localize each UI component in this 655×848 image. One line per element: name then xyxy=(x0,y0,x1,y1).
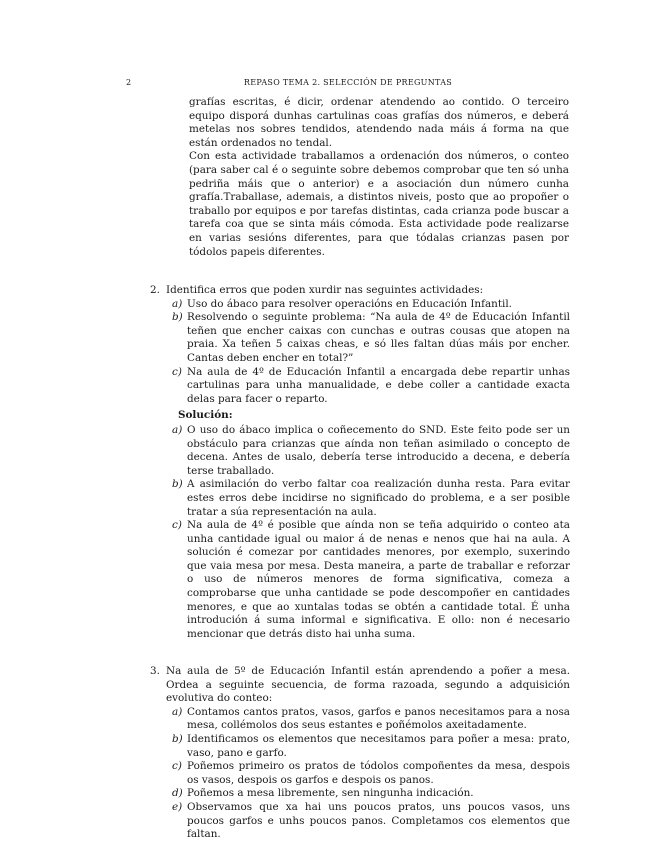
continuation-paragraph-2: Con esta actividade traballamos a ordenación dos números, o conteo (para saber cal é o seguinte sobre debemos comprobar que ten só unha pedriña máis que o anterior) e a asociación dun número cunha grafía.Traballase, ademais, a distintos niveis, posto que ao propoñer o traballo por equipos e por tarefas distintas, cada crianza pode buscar a tarefa coa que se sinta máis cómoda. Esta actividade pode realizarse en varias sesións diferentes, para que tódalas crianzas pasen por tódolos papeis diferentes. xyxy=(189,150,569,258)
question-3-text: Na aula de 5º de Educación Infantil están aprendendo a poñer a mesa. Ordea a seguinte secuencia, de forma razoada, segundo a adquisición evolutiva do conteo: xyxy=(166,665,570,705)
item-text: Identificamos os elementos que necesitamos para poñer a mesa: prato, vaso, pano e garfo. xyxy=(187,732,570,759)
list-item xyxy=(172,478,570,519)
item-text: Na aula de 4º é posible que aínda non se teña adquirido o conteo ata unha cantidade igual ou maior á de nenas e nenos que hai na aula. A solución é comezar por cantidades menores, por exemplo, suxerindo que vaia mesa por mesa. Desta maneira, a parte de traballar e reforzar o uso de números menores de forma significativa, comeza a comprobarse que unha cantidade se pode descompoñer en cantidades menores, e que ao xuntalas todas se obtén a cantidade total. É unha introdución á suma informal e significativa. E ollo: non é necesario mencionar que detrás disto hai unha suma. xyxy=(187,519,570,640)
question-2-number: 2. xyxy=(150,284,160,296)
item-label: a) xyxy=(172,297,183,310)
item-label: b) xyxy=(172,478,183,491)
list-item xyxy=(172,424,570,478)
list-item xyxy=(172,706,570,733)
item-text: A asimilación do verbo faltar coa realización dunha resta. Para evitar estes erros debe incidirse no significado do problema, e a ser posible tratar a súa representación na aula. xyxy=(187,478,570,518)
item-text: Uso do ábaco para resolver operacións en Educación Infantil. xyxy=(187,297,512,310)
list-item xyxy=(172,733,570,760)
question-2-text: Identifica erros que poden xurdir nas seguintes actividades: xyxy=(166,284,484,296)
list-item xyxy=(172,311,570,365)
question-2 xyxy=(150,284,570,641)
question-3-number: 3. xyxy=(150,665,160,677)
item-label: c) xyxy=(172,760,182,773)
page-number: 2 xyxy=(126,78,132,87)
header-title: REPASO TEMA 2. SELECCIÓN DE PREGUNTAS xyxy=(243,78,453,87)
item-label: a) xyxy=(172,705,183,718)
running-header xyxy=(126,76,570,90)
item-text: Contamos cantos pratos, vasos, garfos e panos necesitamos para a nosa mesa, collémolos dos seus estantes e poñémolos axeitadamente. xyxy=(187,705,570,732)
list-item xyxy=(172,787,570,801)
item-text: O uso do ábaco implica o coñecemento do SND. Este feito pode ser un obstáculo para crianzas que aínda non teñan asimilado o concepto de decena. Antes de usalo, debería terse introducido a decena, e debería terse traballado. xyxy=(187,423,570,477)
item-label: a) xyxy=(172,423,183,436)
item-text: Poñemos a mesa libremente, sen ningunha indicación. xyxy=(187,787,474,800)
continuation-text xyxy=(189,96,569,259)
continuation-paragraph-1: grafías escritas, é dicir, ordenar atendendo ao contido. O terceiro equipo disporá dunhas cartulinas coas grafías dos números, e deberá metelas nos sobres tendidos, atendendo nada máis á forma na que están ordenados no tendal. xyxy=(189,96,569,149)
item-label: d) xyxy=(172,787,183,800)
list-item xyxy=(172,366,570,407)
item-label: b) xyxy=(172,311,183,324)
solution-items xyxy=(172,424,570,642)
question-3-items xyxy=(172,706,570,842)
solution-heading: Solución: xyxy=(178,409,233,422)
item-label: b) xyxy=(172,732,183,745)
question-3 xyxy=(150,665,570,842)
item-label: c) xyxy=(172,519,182,532)
item-text: Observamos que xa hai uns poucos pratos, uns poucos vasos, uns poucos garfos e unhs poucos panos. Completamos cos elementos que faltan. xyxy=(187,800,570,841)
list-item xyxy=(172,298,570,312)
list-item xyxy=(172,519,570,641)
item-text: Poñemos primeiro os pratos de tódolos compoñentes da mesa, despois os vasos, despois os garfos e despois os panos. xyxy=(187,760,570,786)
list-item xyxy=(172,760,570,787)
question-2-items xyxy=(172,298,570,407)
item-label: c) xyxy=(172,365,182,378)
item-text: Na aula de 4º de Educación Infantil a encargada debe repartir unhas cartulinas para unha manualidade, e debe coller a cantidade exacta delas para facer o reparto. xyxy=(187,365,570,405)
list-item xyxy=(172,801,570,842)
item-text: Resolvendo o seguinte problema: “Na aula de 4º de Educación Infantil teñen que encher caixas con cunchas e outras cousas que atopen na praia. Xa teñen 5 caixas cheas, e só lles faltan dúas máis por encher. Cantas deben encher en total?” xyxy=(187,311,570,364)
item-label: e) xyxy=(172,800,183,813)
